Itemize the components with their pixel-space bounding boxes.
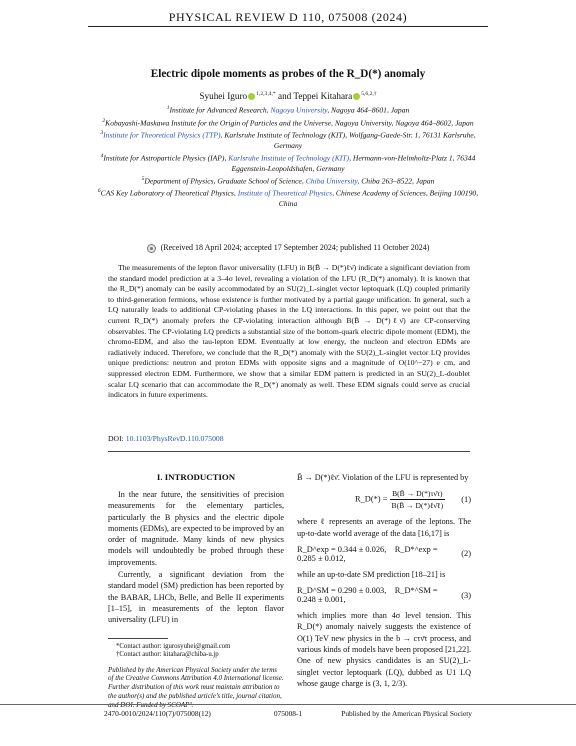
abstract-rule <box>108 451 470 452</box>
equation-body <box>297 586 451 604</box>
affiliation-link[interactable]: Karlsruhe Institute of Technology (KIT) <box>228 153 350 163</box>
affiliation-3 <box>96 128 480 151</box>
footer-rule <box>0 704 576 705</box>
license-notice: Published by the American Physical Society under the terms of the Creative Commons Attribution 4.0 International license. Further distribution of this work must maintain attribution to the author(s) and the published article’s title, journal citation, and DOI. Funded by SCOAP³. <box>108 665 284 709</box>
affil-text: , Hermann-von-Helmholtz-Platz 1, 76344 Eggenstein-Leopoldshafen, Germany <box>231 153 476 173</box>
eq3-part-b: R_D*^SM = 0.248 ± 0.001, <box>297 586 438 605</box>
author-connector: and <box>278 91 292 102</box>
affil-number: 2 <box>102 117 106 124</box>
affil-text: Institute for Astroparticle Physics (IAP), <box>103 153 227 163</box>
eq1-lhs: R_D(*) = <box>355 494 388 504</box>
footnote-rule <box>108 638 168 639</box>
orcid-icon[interactable] <box>248 93 255 100</box>
affil-text: Department of Physics, Graduate School of Science, <box>144 176 304 186</box>
affil-number: 6 <box>97 188 101 195</box>
author-affil-sup: 5,6,2,† <box>361 91 377 97</box>
right-paragraph-2: where ℓ represents an average of the leptons. The up-to-date world average of the data [16,17] is <box>297 517 471 538</box>
equation-number: (3) <box>461 590 471 600</box>
left-column <box>108 472 284 709</box>
doi-label: DOI: <box>108 434 124 443</box>
affil-text: , Chiba 263–8522, Japan <box>357 176 435 186</box>
eq1-fraction <box>390 489 446 510</box>
affil-text: Kobayashi-Maskawa Institute for the Origin of Particles and the Universe, Nagoya University, Nagoya 464–8602, Japan <box>105 118 474 128</box>
equation-1 <box>297 489 471 510</box>
equation-body <box>297 489 451 510</box>
affiliations <box>96 103 480 209</box>
section-heading: I. INTRODUCTION <box>156 472 236 482</box>
intro-paragraph-1: In the near future, the sensitivities of precision measurements for the elementary particles, particularly the B physics and the electric dipole moments (EDMs), are expected to be improved by an order of magnitude. Many kinds of new physics models will undoubtedly be probed through these improvements. <box>108 490 284 567</box>
equation-number: (2) <box>461 549 471 559</box>
eq2-part-b: R_D*^exp = 0.285 ± 0.012, <box>297 544 438 563</box>
header-rule <box>88 26 488 27</box>
affiliation-link[interactable]: Institute for Theoretical Physics (TTP) <box>103 130 221 140</box>
check-for-updates-icon[interactable] <box>147 244 156 253</box>
received-text: (Received 18 April 2024; accepted 17 September 2024; published 11 October 2024) <box>160 243 430 252</box>
author-name[interactable]: Syuhei Iguro <box>199 91 248 102</box>
eq1-denominator: B(B̄ → D(*)ℓν̄ℓ) <box>391 501 444 511</box>
affil-number: 4 <box>100 152 104 159</box>
right-column <box>297 472 471 690</box>
affiliation-2 <box>96 116 480 129</box>
equation-3 <box>297 586 471 604</box>
affil-number: 3 <box>100 130 104 137</box>
affiliation-4 <box>96 151 480 174</box>
intro-paragraph-2: Currently, a significant deviation from the standard model (SM) prediction has been reported by the BABAR, LHCb, Belle, and Belle II experiments [1–15], in measurements of the lepton flavor universality (LFU) in <box>108 570 284 625</box>
abstract: The measurements of the lepton flavor universality (LFU) in B(B̄ → D(*)ℓν̄) indicate a significant deviation from the standard model prediction at a 3–4σ level, revealing a violation of the LFU (R_D(*) anomaly). It is known that the R_D(*) anomaly can be easily accommodated by an SU(2)_L-singlet vector leptoquark (LQ) coupled primarily to third-generation fermions, whose existence is further motivated by a partial gauge unification. In general, such a LQ naturally leads to additional CP-violating phases in the LQ interactions. In this paper, we point out that the current R_D(*) anomaly prefers the CP-violating interaction although B(B̄ → D(*)ℓν̄) are CP-conserving observables. The CP-violating LQ predicts a substantial size of the bottom-quark electric dipole moment (EDM), the chromo-EDM, and also the tau-lepton EDM. Eventually at low energy, the nucleon and electron EDMs are radiatively induced. Therefore, we conclude that the R_D(*) anomaly with the SU(2)_L-singlet vector LQ provides unique predictions: neutron and proton EDMs with opposite signs and a magnitude of O(10^−27) e cm, and suppressed electron EDM. Furthermore, we show that a similar EDM pattern is predicted in an SU(2)_L-doublet scalar LQ scenario that can accommodate the R_D(*) anomaly as well. These EDM signals could serve as crucial indicators in future experiments. <box>108 263 470 400</box>
footnote-1: *Contact author: igurosyuhei@gmail.com <box>116 642 231 650</box>
received-dates <box>0 243 576 253</box>
author-affil-sup: 1,2,3,4,* <box>256 91 276 97</box>
affiliation-link[interactable]: Institute of Theoretical Physics <box>237 188 333 198</box>
right-paragraph-1: B̄ → D(*)ℓν̄. Violation of the LFU is represented by <box>297 473 469 482</box>
doi-line <box>108 434 224 443</box>
footer-publisher: Published by the American Physical Society <box>341 709 472 718</box>
eq1-numerator: B(B̄ → D(*)τν̄τ) <box>392 489 443 499</box>
equation-body <box>297 545 451 563</box>
affiliation-6 <box>96 186 480 209</box>
right-paragraph-4: which implies more than 4σ level tension. This R_D(*) anomaly naively suggests the existence of O(1) TeV new physics in the b → cτν̄τ process, and various kinds of models have been proposed [21,22]. One of new physics candidates is an SU(2)_L-singlet vector leptoquark (LQ), dubbed as U1 LQ whose gauge charge is (3, 1, 2/3). <box>297 611 471 688</box>
equation-number: (1) <box>461 495 471 505</box>
affil-number: 1 <box>166 105 170 111</box>
author-list <box>0 91 576 101</box>
affil-text: Institute for Advanced Research, <box>169 105 269 115</box>
doi-link[interactable]: 10.1103/PhysRevD.110.075008 <box>125 434 224 443</box>
author-name[interactable]: Teppei Kitahara <box>293 91 353 102</box>
affil-text: CAS Key Laboratory of Theoretical Physics, <box>100 188 236 198</box>
journal-header: PHYSICAL REVIEW D 110, 075008 (2024) <box>168 10 408 24</box>
affil-text: , Nagoya 464–8601, Japan <box>327 105 410 115</box>
affiliation-link[interactable]: Chiba University <box>305 176 358 186</box>
affiliation-link[interactable]: Nagoya University <box>270 105 328 115</box>
equation-2 <box>297 545 471 563</box>
eq3-part-a: R_D^SM = 0.290 ± 0.003, <box>297 586 387 596</box>
affiliation-5 <box>96 174 480 187</box>
affiliation-1 <box>96 103 480 116</box>
footer-issn: 2470-0010/2024/110(7)/075008(12) <box>104 709 211 718</box>
affil-text: , Chinese Academy of Sciences, Beijing 100190, China <box>278 188 479 208</box>
right-paragraph-3: while an up-to-date SM prediction [18–21] is <box>297 569 446 579</box>
eq2-part-a: R_D^exp = 0.344 ± 0.026, <box>297 544 387 554</box>
affil-number: 5 <box>141 175 145 182</box>
footnote-2: †Contact author: kitahara@chiba-u.jp <box>116 651 219 659</box>
orcid-icon[interactable] <box>353 93 360 100</box>
paper-title: Electric dipole moments as probes of the R_D(*) anomaly <box>150 68 426 80</box>
footer-page-number: 075008-1 <box>273 709 303 718</box>
affil-text: , Karlsruhe Institute of Technology (KIT), Wolfgang-Gaede-Str. 1, 76131 Karlsruhe, Germany <box>220 130 476 150</box>
